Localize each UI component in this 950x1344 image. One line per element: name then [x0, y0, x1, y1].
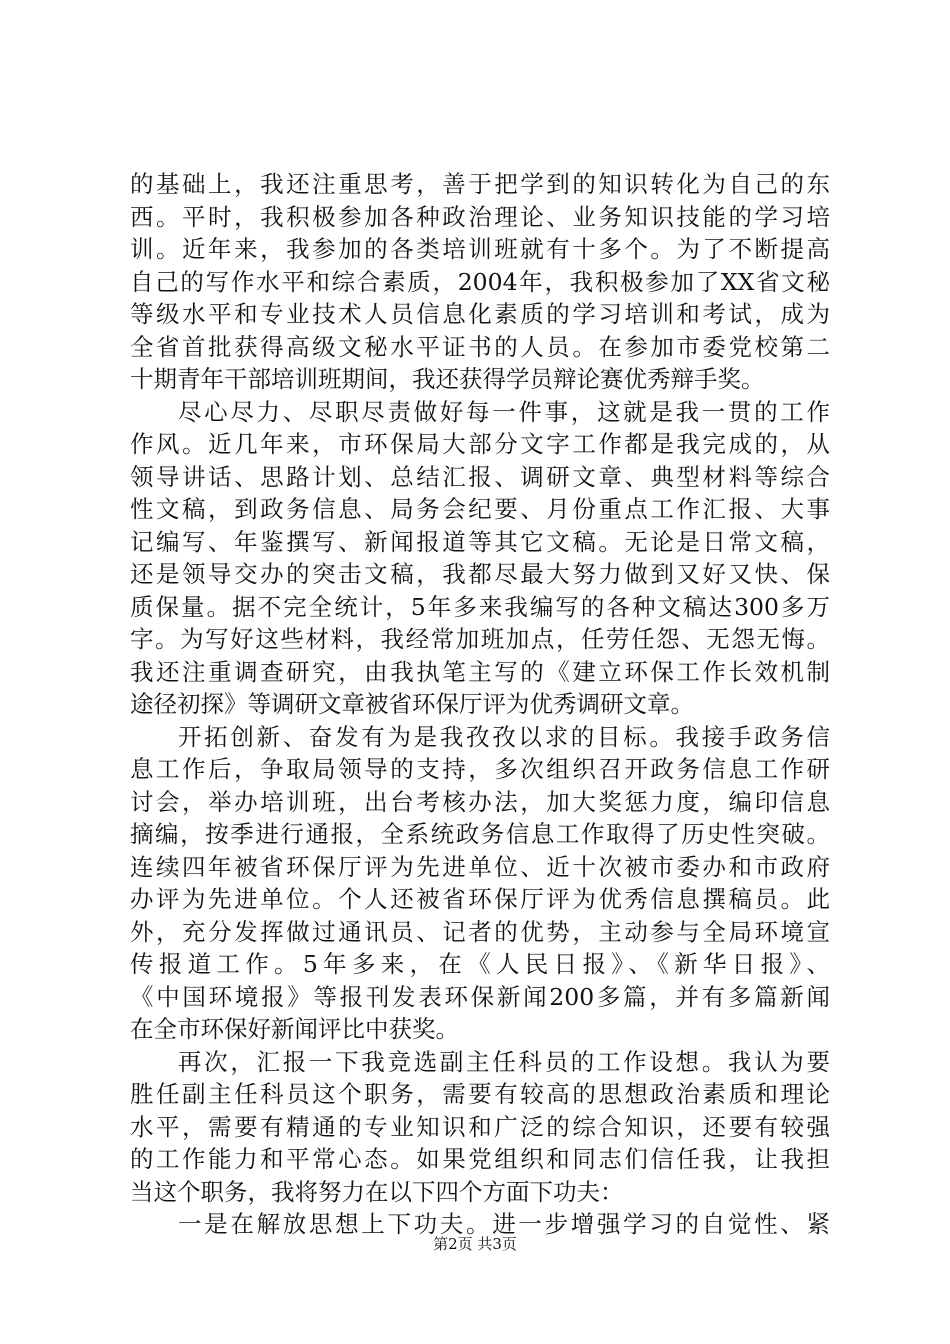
text-line: 西。平时，我积极参加各种政治理论、业务知识技能的学习培	[130, 202, 830, 231]
text-line: 还是领导交办的突击文稿，我都尽最大努力做到又好又快、保	[130, 560, 830, 588]
text-line: 开拓创新、奋发有为是我孜孜以求的目标。我接手政务信	[178, 722, 830, 751]
text-line: 十期青年干部培训班期间，我还获得学员辩论赛优秀辩手奖。	[130, 365, 765, 393]
text-line: 性文稿，到政务信息、局务会纪要、月份重点工作汇报、大事	[130, 495, 830, 523]
text-line: 的工作能力和平常心态。如果党组织和同志们信任我，让我担	[130, 1145, 830, 1173]
text-line: 《中国环境报》等报刊发表环保新闻200多篇，并有多篇新闻	[130, 982, 830, 1011]
text-line: 字。为写好这些材料，我经常加班加点，任劳任怨、无怨无悔。	[130, 625, 830, 653]
text-line: 讨会，举办培训班，出台考核办法，加大奖惩力度，编印信息	[130, 787, 830, 816]
text-line: 再次，汇报一下我竞选副主任科员的工作设想。我认为要	[178, 1047, 830, 1076]
text-line: 尽心尽力、尽职尽责做好每一件事，这就是我一贯的工作	[178, 397, 830, 426]
text-line: 记编写、年鉴撰写、新闻报道等其它文稿。无论是日常文稿，	[130, 527, 830, 556]
text-line: 途径初探》等调研文章被省环保厅评为优秀调研文章。	[130, 690, 694, 718]
document-body	[130, 168, 830, 1241]
text-line: 领导讲话、思路计划、总结汇报、调研文章、典型材料等综合	[130, 462, 830, 491]
text-line: 摘编，按季进行通报，全系统政务信息工作取得了历史性突破。	[130, 820, 830, 848]
text-line: 质保量。据不完全统计，5年多来我编写的各种文稿达300多万	[130, 592, 830, 621]
text-line: 训。近年来，我参加的各类培训班就有十多个。为了不断提高	[130, 235, 830, 263]
text-line: 自己的写作水平和综合素质，2004年，我积极参加了XX省文秘	[130, 267, 830, 296]
text-line: 全省首批获得高级文秘水平证书的人员。在参加市委党校第二	[130, 332, 830, 361]
text-line: 的基础上，我还注重思考，善于把学到的知识转化为自己的东	[130, 170, 830, 198]
text-line: 息工作后，争取局领导的支持，多次组织召开政务信息工作研	[130, 755, 830, 783]
text-line: 一是在解放思想上下功夫。进一步增强学习的自觉性、紧	[178, 1210, 830, 1238]
text-line: 水平，需要有精通的专业知识和广泛的综合知识，还要有较强	[130, 1112, 830, 1141]
text-line: 连续四年被省环保厅评为先进单位、近十次被市委办和市政府	[130, 852, 830, 881]
text-line: 办评为先进单位。个人还被省环保厅评为优秀信息撰稿员。此	[130, 885, 830, 913]
text-line: 作风。近几年来，市环保局大部分文字工作都是我完成的，从	[130, 430, 830, 458]
text-line: 在全市环保好新闻评比中获奖。	[130, 1015, 459, 1043]
text-line: 当这个职务，我将努力在以下四个方面下功夫：	[130, 1177, 624, 1206]
text-line: 胜任副主任科员这个职务，需要有较高的思想政治素质和理论	[130, 1080, 830, 1108]
text-line: 外，充分发挥做过通讯员、记者的优势，主动参与全局环境宣	[130, 917, 830, 946]
text-line: 我还注重调查研究，由我执笔主写的《建立环保工作长效机制	[130, 657, 830, 686]
text-line: 等级水平和专业技术人员信息化素质的学习培训和考试，成为	[130, 300, 830, 328]
page-footer: 第2页 共3页	[433, 1235, 517, 1253]
text-line: 传报道工作。5年多来，在《人民日报》、《新华日报》、	[130, 950, 830, 978]
